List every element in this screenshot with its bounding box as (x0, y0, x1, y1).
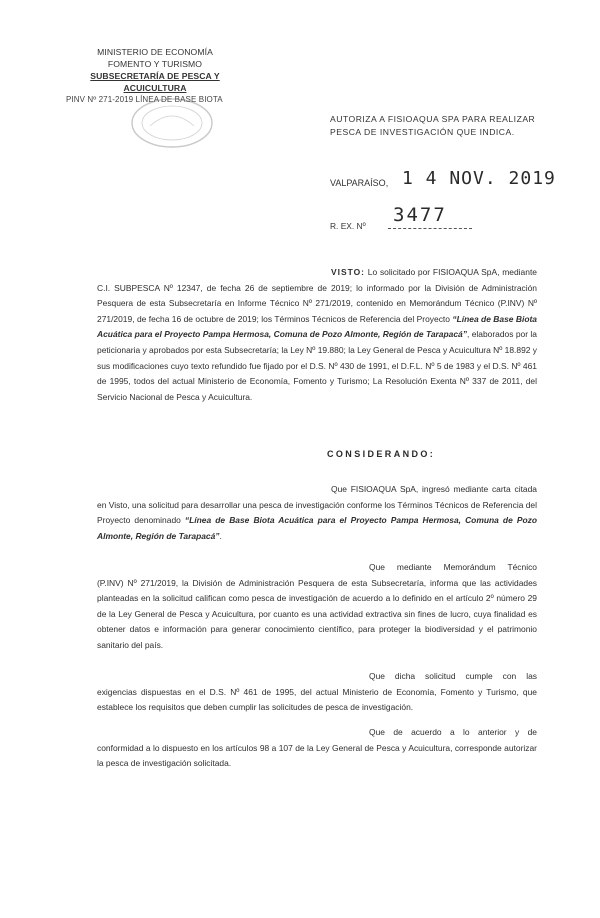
date-stamp: 1 4 NOV. 2019 (402, 168, 556, 189)
subsecretaria-line: SUBSECRETARÍA DE PESCA Y ACUICULTURA (90, 71, 220, 93)
resolution-number: 3477 (393, 204, 447, 226)
visto-paragraph (97, 265, 537, 405)
considerando-paragraph-3: Que dicha solicitud cumple con las exigencias dispuestas en el D.S. Nº 461 de 1995, del actual Ministerio de Economía, Fomento y Turismo, que establece los requisitos que deben cumplir las solicitudes de pesca de investigación. (97, 671, 537, 713)
official-seal-stamp (128, 96, 216, 150)
place-label: VALPARAÍSO, (330, 178, 389, 188)
ministry-line-2: FOMENTO Y TURISMO (107, 59, 203, 69)
considerando-paragraph-1 (97, 482, 537, 544)
visto-text-b: , elaborados por la peticionaria y aprobados por esta Subsecretaría; la Ley Nº 19.880; la Ley General de Pesca y Acuicultura Nº 18.892 y sus modificaciones cuyo texto refundido fue fijado por el D.S. Nº 430 de 1991, el D.F.L. Nº 5 de 1983 y el D.S. Nº 461 de 1995, todos del actual Ministerio de Economía, Fomento y Turismo; La Resolución Exenta Nº 337 de 2011, del Servicio Nacional de Pesca y Acuicultura. (97, 329, 538, 402)
considerando-paragraph-2: Que mediante Memorándum Técnico (P.INV) Nº 271/2019, la División de Administración Pesquera de esta Subsecretaría, informa que las actividades planteadas en la solicitud califican como pesca de investigación de acuerdo a lo definido en el artículo 2º número 29 de la Ley General de Pesca y Acuicultura, por cuanto es una actividad extractiva sin fines de lucro, cuya finalidad es obtener datos e información para generar conocimiento científico, para proteger la biodiversidad y el patrimonio sanitario del país. (97, 562, 537, 650)
considerando-1-text-b: . (219, 530, 222, 541)
considerando-paragraph-4: Que de acuerdo a lo anterior y de conformidad a lo dispuesto en los artículos 98 a 107 de la Ley General de Pesca y Acuicultura, corresponde autorizar la pesca de investigación solicitada. (97, 727, 537, 769)
ministry-line-1: MINISTERIO DE ECONOMÍA (97, 47, 213, 57)
considerando-1-text-a: Que FISIOAQUA SpA, ingresó mediante carta citada en Visto, una solicitud para desarrollar una pesca de investigación conforme los Términos Técnicos de Referencia del Proyecto denominado (97, 484, 537, 526)
considerando-heading: CONSIDERANDO: (327, 449, 436, 459)
visto-keyword: VISTO: (331, 267, 365, 277)
resolution-number-label: R. EX. Nº (330, 221, 366, 231)
file-reference: PINV Nº 271-2019 LÍNEA DE BASE BIOTA (66, 95, 223, 104)
considerando-1-project-name: “Línea de Base Biota Acuática para el Proyecto Pampa Hermosa, Comuna de Pozo Almonte, Región de Tarapacá” (97, 515, 537, 541)
number-underline (388, 228, 472, 229)
visto-text-a: Lo solicitado por FISIOAQUA SpA, mediante C.I. SUBPESCA Nº 12347, de fecha 26 de septiembre de 2019; lo informado por la División de Administración Pesquera de esta Subsecretaría en Informe Técnico Nº 271/2019, contenido en Memorándum Técnico (P.INV) Nº 271/2019, de fecha 16 de octubre de 2019; los Términos Técnicos de Referencia del Proyecto (97, 267, 537, 324)
visto-project-name: “Línea de Base Biota Acuática para el Proyecto Pampa Hermosa, Comuna de Pozo Almonte, Región de Tarapacá” (97, 313, 537, 340)
resolution-subject: AUTORIZA A FISIOAQUA SPA PARA REALIZAR PESCA DE INVESTIGACIÓN QUE INDICA. (330, 114, 536, 137)
